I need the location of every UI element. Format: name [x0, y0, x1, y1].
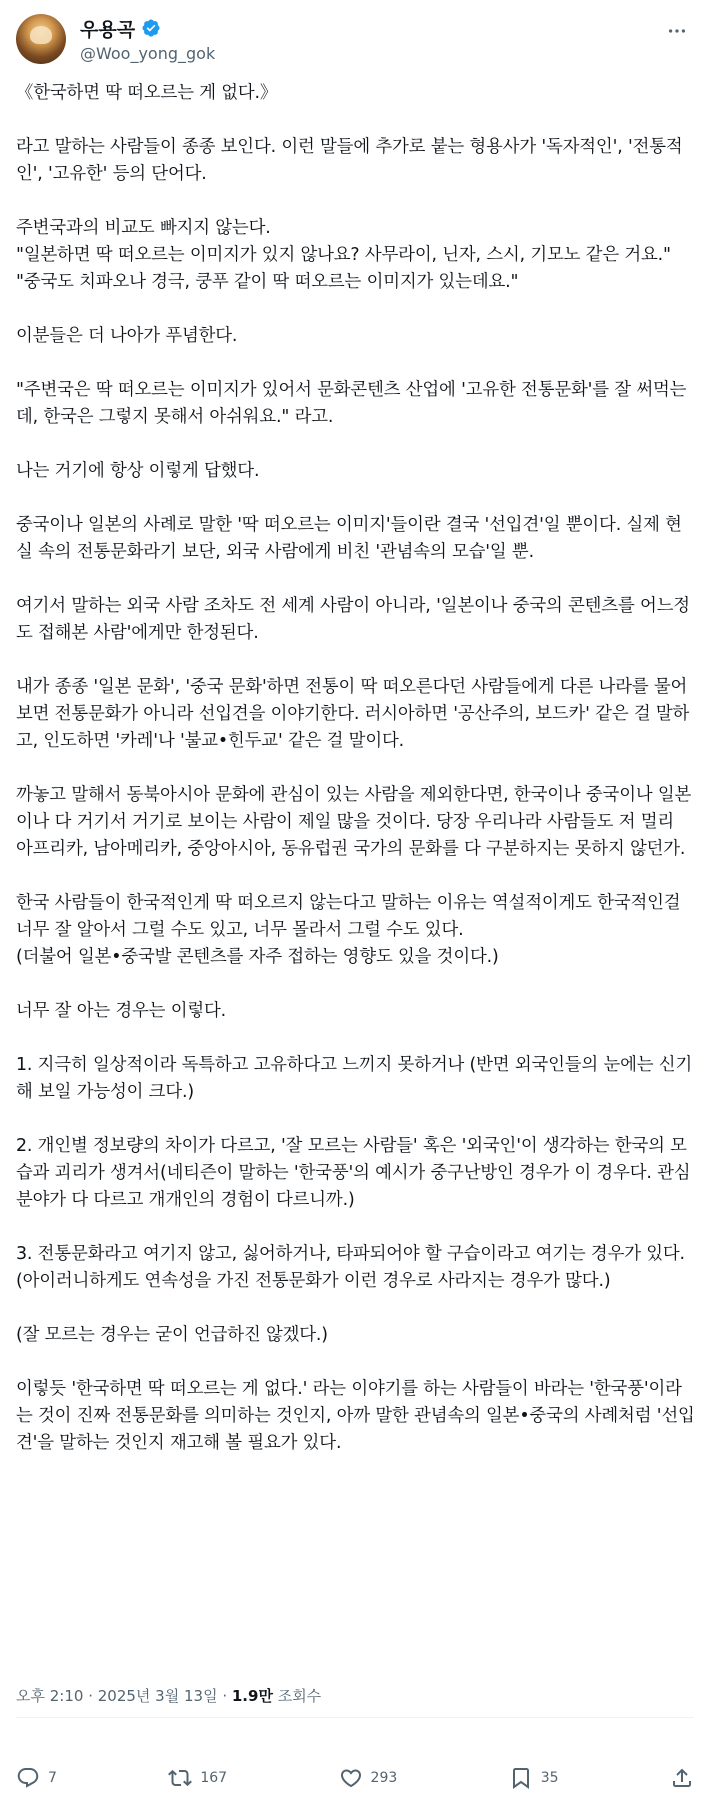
tweet-paragraph: "주변국은 딱 떠오르는 이미지가 있어서 문화콘텐츠 산업에 '고유한 전통문화'를 잘 써먹는데, 한국은 그렇지 못해서 아쉬워요." 라고. — [16, 380, 687, 427]
tweet-paragraph: 한국 사람들이 한국적인게 딱 떠오르지 않는다고 말하는 이유는 역설적이게도 한국적인걸 너무 잘 알아서 그럴 수도 있고, 너무 몰라서 그럴 수도 있다. (더불어 일본•중국발 콘텐츠를 자주 접하는 영향도 있을 것이다.) — [16, 893, 681, 967]
share-button[interactable] — [670, 1766, 694, 1790]
display-name-row — [80, 16, 215, 40]
display-name[interactable]: 우용곡 — [80, 18, 136, 41]
author-info — [80, 16, 215, 63]
tweet-paragraph: 라고 말하는 사람들이 종종 보인다. 이런 말들에 추가로 붙는 형용사가 '독자적인', '전통적인', '고유한' 등의 단어다. — [16, 137, 683, 184]
tweet-paragraph: (잘 모르는 경우는 굳이 언급하진 않겠다.) — [16, 1325, 328, 1345]
repost-icon — [168, 1766, 192, 1790]
tweet-header — [16, 14, 694, 70]
bookmark-icon — [509, 1766, 533, 1790]
tweet-paragraph: 《한국하면 딱 떠오르는 게 없다.》 — [16, 83, 278, 103]
tweet-date[interactable]: 2025년 3월 13일 — [97, 1687, 218, 1705]
repost-count: 167 — [200, 1770, 228, 1786]
views-count: 1.9만 — [231, 1687, 273, 1705]
repost-button[interactable] — [168, 1766, 227, 1790]
like-count: 293 — [370, 1770, 398, 1786]
more-button[interactable] — [660, 14, 694, 48]
tweet-paragraph: 까놓고 말해서 동북아시아 문화에 관심이 있는 사람을 제외한다면, 한국이나 중국이나 일본이나 다 거기서 거기로 보이는 사람이 제일 많을 것이다. 당장 우리나라 사람들도 저 멀리 아프리카, 남아메리카, 중앙아시아, 동유럽권 국가의 문화를 다 구분하지는 못하지 않던가. — [16, 785, 692, 859]
tweet-paragraph: 2. 개인별 정보량의 차이가 다르고, '잘 모르는 사람들' 혹은 '외국인'이 생각하는 한국의 모습과 괴리가 생겨서(네티즌이 말하는 '한국풍'의 예시가 중구난방인 경우가 이 경우다. 관심분야가 다 다르고 개개인의 경험이 다르니까.) — [16, 1136, 691, 1210]
tweet-paragraph: 3. 전통문화라고 여기지 않고, 싫어하거나, 타파되어야 할 구습이라고 여기는 경우가 있다.(아이러니하게도 연속성을 가진 전통문화가 이런 경우로 사라지는 경우가 많다.) — [16, 1244, 685, 1291]
tweet-paragraph: 나는 거기에 항상 이렇게 답했다. — [16, 461, 260, 481]
tweet-paragraph: 내가 종종 '일본 문화', '중국 문화'하면 전통이 딱 떠오른다던 사람들에게 다른 나라를 물어보면 전통문화가 아니라 선입견을 이야기한다. 러시아하면 '공산주의, 보드카' 같은 걸 말하고, 인도하면 '카레'나 '불교•힌두교' 같은 걸 말이다. — [16, 677, 690, 751]
tweet-paragraph: 너무 잘 아는 경우는 이렇다. — [16, 1001, 227, 1021]
like-icon — [339, 1766, 363, 1790]
tweet-paragraph: 여기서 말하는 외국 사람 조차도 전 세계 사람이 아니라, '일본이나 중국의 콘텐츠를 어느정도 접해본 사람'에게만 한정된다. — [16, 596, 690, 643]
meta-separator: · — [83, 1687, 98, 1705]
bookmark-button[interactable] — [509, 1766, 559, 1790]
reply-icon — [16, 1766, 40, 1790]
action-bar — [16, 1758, 694, 1798]
share-icon — [670, 1766, 694, 1790]
tweet-meta — [16, 1685, 321, 1706]
like-button[interactable] — [339, 1766, 398, 1790]
views-label: 조회수 — [272, 1687, 322, 1705]
tweet-paragraph: 1. 지극히 일상적이라 독특하고 고유하다고 느끼지 못하거나 (반면 외국인들의 눈에는 신기해 보일 가능성이 크다.) — [16, 1055, 693, 1102]
avatar[interactable] — [16, 14, 66, 64]
tweet-time[interactable]: 오후 2:10 — [16, 1687, 84, 1705]
tweet-text — [16, 80, 696, 1484]
handle[interactable]: @Woo_yong_gok — [80, 44, 216, 63]
reply-button[interactable] — [16, 1766, 57, 1790]
bookmark-count: 35 — [540, 1770, 559, 1786]
tweet-paragraph: 이렇듯 '한국하면 딱 떠오르는 게 없다.' 라는 이야기를 하는 사람들이 바라는 '한국풍'이라는 것이 진짜 전통문화를 의미하는 것인지, 아까 말한 관념속의 일본•중국의 사례처럼 '선입견'을 말하는 것인지 재고해 볼 필요가 있다. — [16, 1379, 695, 1453]
verified-badge-icon — [141, 18, 161, 38]
divider — [16, 1717, 694, 1718]
tweet-paragraph: 중국이나 일본의 사례로 말한 '딱 떠오르는 이미지'들이란 결국 '선입견'일 뿐이다. 실제 현실 속의 전통문화라기 보단, 외국 사람에게 비친 '관념속의 모습'일 뿐. — [16, 515, 682, 562]
tweet-paragraph: 이분들은 더 나아가 푸념한다. — [16, 326, 238, 346]
meta-separator: · — [217, 1687, 232, 1705]
more-icon — [666, 20, 688, 42]
reply-count: 7 — [48, 1770, 57, 1786]
tweet-paragraph: 주변국과의 비교도 빠지지 않는다. "일본하면 딱 떠오르는 이미지가 있지 않나요? 사무라이, 닌자, 스시, 기모노 같은 거요." "중국도 치파오나 경극, 쿵푸 같이 딱 떠오르는 이미지가 있는데요." — [16, 218, 671, 292]
